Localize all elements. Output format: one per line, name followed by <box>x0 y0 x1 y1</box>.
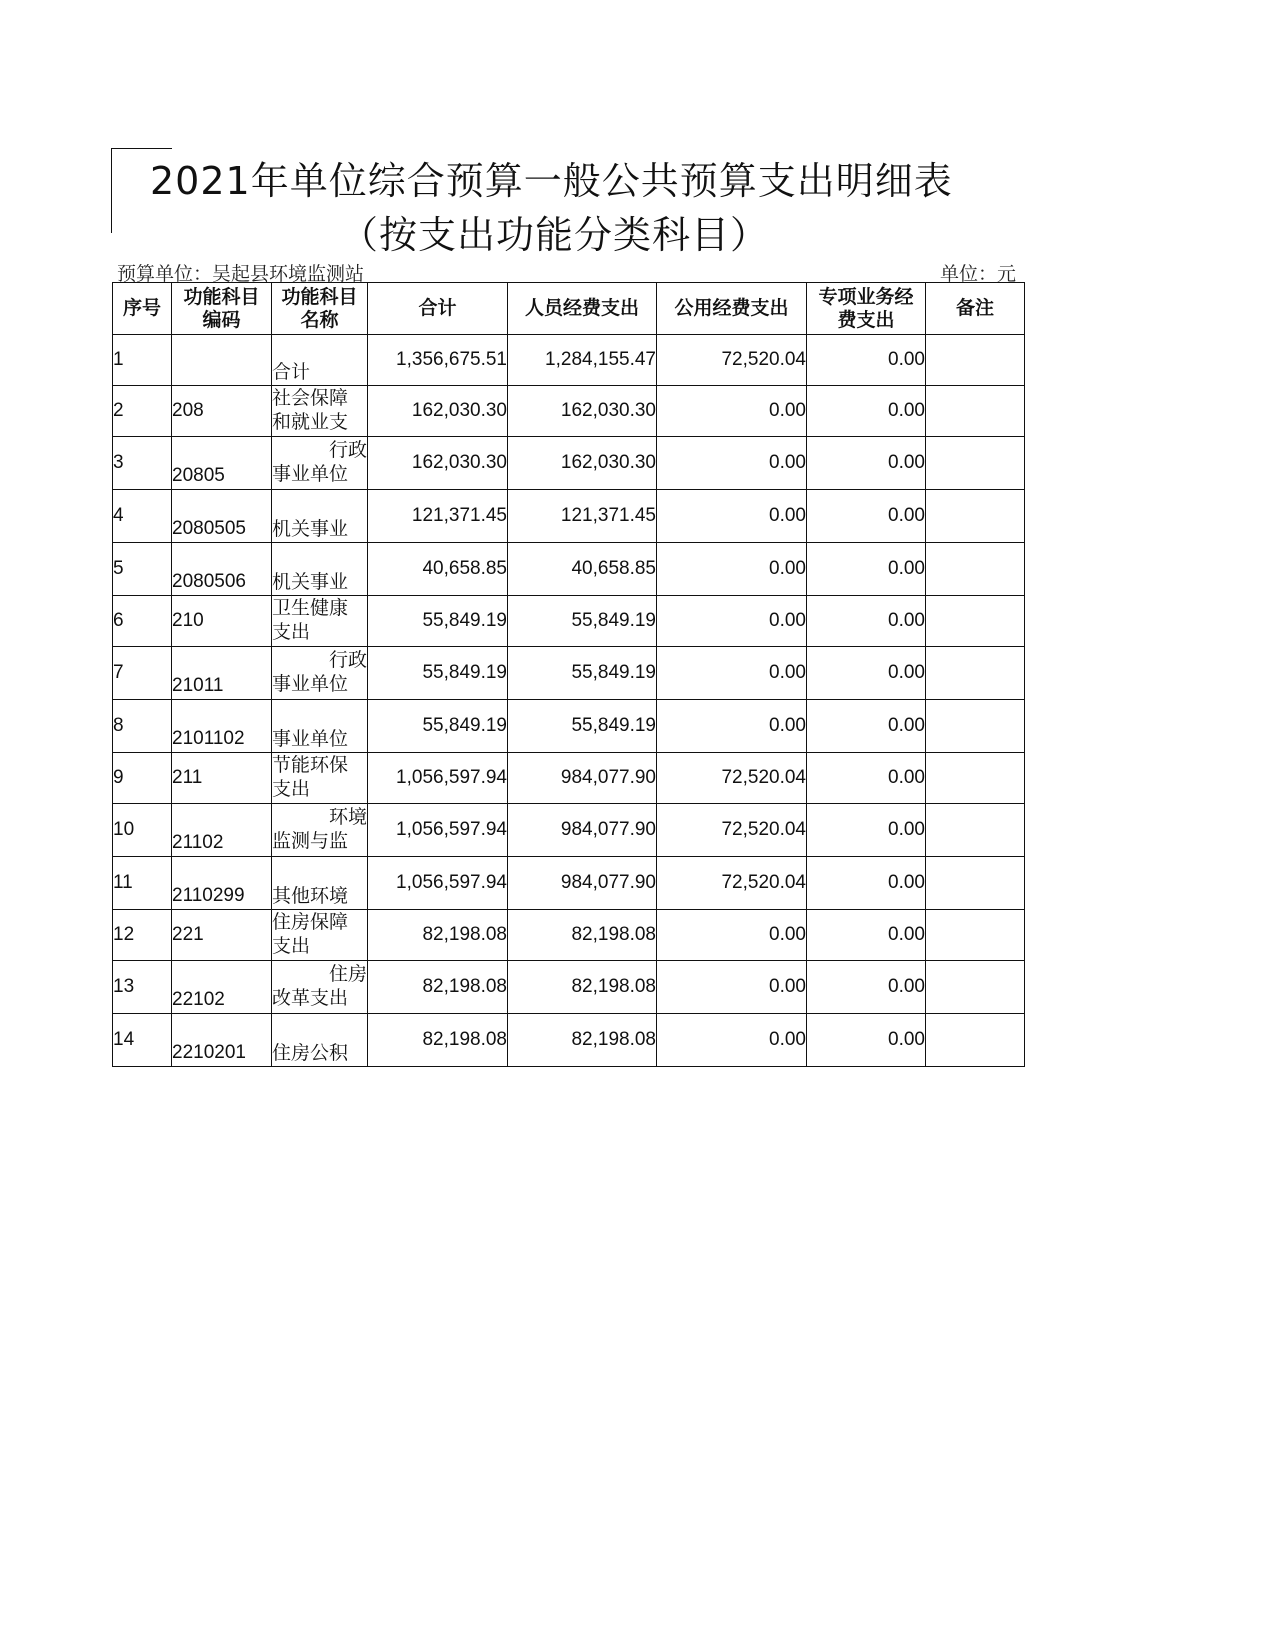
cell-special: 0.00 <box>807 543 926 596</box>
cell-code: 21011 <box>172 647 272 700</box>
cell-special: 0.00 <box>807 490 926 543</box>
cell-remark <box>926 753 1025 804</box>
cell-personnel: 162,030.30 <box>508 437 657 490</box>
cell-public: 0.00 <box>657 647 807 700</box>
cell-name: 环境 监测与监 <box>272 804 368 857</box>
cell-personnel: 82,198.08 <box>508 961 657 1014</box>
cell-total: 55,849.19 <box>368 700 508 753</box>
cell-total: 121,371.45 <box>368 490 508 543</box>
table-header-row <box>113 283 1025 335</box>
header-code: 功能科目 编码 <box>172 283 272 335</box>
cell-personnel: 40,658.85 <box>508 543 657 596</box>
cell-public: 72,520.04 <box>657 804 807 857</box>
cell-total: 162,030.30 <box>368 386 508 437</box>
cell-total: 162,030.30 <box>368 437 508 490</box>
header-total: 合计 <box>368 283 508 335</box>
cell-total: 1,356,675.51 <box>368 335 508 386</box>
cell-code: 2110299 <box>172 857 272 910</box>
cell-personnel: 162,030.30 <box>508 386 657 437</box>
cell-special: 0.00 <box>807 753 926 804</box>
cell-personnel: 55,849.19 <box>508 596 657 647</box>
cell-code: 2210201 <box>172 1014 272 1067</box>
cell-public: 0.00 <box>657 961 807 1014</box>
budget-unit-label: 预算单位：吴起县环境监测站 <box>117 263 365 285</box>
cell-remark <box>926 437 1025 490</box>
cell-personnel: 984,077.90 <box>508 857 657 910</box>
cell-code: 2101102 <box>172 700 272 753</box>
cell-special: 0.00 <box>807 1014 926 1067</box>
table-row <box>113 647 1025 700</box>
cell-total: 1,056,597.94 <box>368 753 508 804</box>
cell-personnel: 55,849.19 <box>508 700 657 753</box>
subtitle-clip <box>340 200 820 257</box>
cell-remark <box>926 596 1025 647</box>
cell-code: 210 <box>172 596 272 647</box>
cell-remark <box>926 335 1025 386</box>
cell-name: 事业单位 <box>272 700 368 753</box>
cell-public: 0.00 <box>657 386 807 437</box>
cell-total: 40,658.85 <box>368 543 508 596</box>
table-row <box>113 857 1025 910</box>
cell-total: 82,198.08 <box>368 1014 508 1067</box>
cell-name: 住房公积 <box>272 1014 368 1067</box>
cell-seq: 12 <box>113 910 172 961</box>
cell-code: 20805 <box>172 437 272 490</box>
cell-remark <box>926 857 1025 910</box>
table-row <box>113 437 1025 490</box>
cell-total: 82,198.08 <box>368 910 508 961</box>
cell-personnel: 82,198.08 <box>508 910 657 961</box>
header-remark: 备注 <box>926 283 1025 335</box>
table-row <box>113 1014 1025 1067</box>
cell-public: 72,520.04 <box>657 753 807 804</box>
header-personnel: 人员经费支出 <box>508 283 657 335</box>
header-public: 公用经费支出 <box>657 283 807 335</box>
cell-public: 0.00 <box>657 910 807 961</box>
cell-special: 0.00 <box>807 910 926 961</box>
cell-special: 0.00 <box>807 700 926 753</box>
table-row <box>113 335 1025 386</box>
cell-special: 0.00 <box>807 804 926 857</box>
table-row <box>113 961 1025 1014</box>
cell-name: 行政 事业单位 <box>272 647 368 700</box>
cell-personnel: 121,371.45 <box>508 490 657 543</box>
cell-public: 72,520.04 <box>657 335 807 386</box>
cell-code: 221 <box>172 910 272 961</box>
table-row <box>113 753 1025 804</box>
cell-code: 2080506 <box>172 543 272 596</box>
cell-public: 72,520.04 <box>657 857 807 910</box>
cell-name: 住房保障 支出 <box>272 910 368 961</box>
cell-name: 住房 改革支出 <box>272 961 368 1014</box>
table-row <box>113 804 1025 857</box>
cell-remark <box>926 961 1025 1014</box>
cell-code: 2080505 <box>172 490 272 543</box>
cell-seq: 4 <box>113 490 172 543</box>
cell-seq: 2 <box>113 386 172 437</box>
cell-public: 0.00 <box>657 1014 807 1067</box>
cell-remark <box>926 804 1025 857</box>
cell-total: 1,056,597.94 <box>368 804 508 857</box>
cell-public: 0.00 <box>657 700 807 753</box>
page-title: 2021年单位综合预算一般公共预算支出明细表 <box>150 159 953 203</box>
cell-name: 合计 <box>272 335 368 386</box>
cell-total: 55,849.19 <box>368 596 508 647</box>
cell-special: 0.00 <box>807 335 926 386</box>
cell-code: 208 <box>172 386 272 437</box>
cell-total: 55,849.19 <box>368 647 508 700</box>
cell-remark <box>926 490 1025 543</box>
cell-seq: 8 <box>113 700 172 753</box>
cell-name: 卫生健康 支出 <box>272 596 368 647</box>
cell-special: 0.00 <box>807 596 926 647</box>
cell-remark <box>926 386 1025 437</box>
cell-remark <box>926 647 1025 700</box>
cell-seq: 6 <box>113 596 172 647</box>
header-name: 功能科目 名称 <box>272 283 368 335</box>
header-seq: 序号 <box>113 283 172 335</box>
currency-unit-label: 单位：元 <box>940 263 1017 285</box>
cell-remark <box>926 1014 1025 1067</box>
table-row <box>113 910 1025 961</box>
cell-code: 21102 <box>172 804 272 857</box>
cell-code: 211 <box>172 753 272 804</box>
cell-personnel: 55,849.19 <box>508 647 657 700</box>
cell-public: 0.00 <box>657 490 807 543</box>
cell-seq: 7 <box>113 647 172 700</box>
cell-code: 22102 <box>172 961 272 1014</box>
header-special: 专项业务经 费支出 <box>807 283 926 335</box>
cell-seq: 5 <box>113 543 172 596</box>
table-row <box>113 543 1025 596</box>
cell-code <box>172 335 272 386</box>
cell-remark <box>926 700 1025 753</box>
cell-name: 机关事业 <box>272 543 368 596</box>
cell-total: 82,198.08 <box>368 961 508 1014</box>
table-row <box>113 700 1025 753</box>
cell-personnel: 1,284,155.47 <box>508 335 657 386</box>
cell-seq: 1 <box>113 335 172 386</box>
cell-seq: 3 <box>113 437 172 490</box>
cell-special: 0.00 <box>807 857 926 910</box>
page-subtitle: （按支出功能分类科目） <box>340 213 770 257</box>
table-row <box>113 490 1025 543</box>
cell-seq: 9 <box>113 753 172 804</box>
cell-public: 0.00 <box>657 437 807 490</box>
cell-name: 节能环保 支出 <box>272 753 368 804</box>
cell-seq: 10 <box>113 804 172 857</box>
table-row <box>113 596 1025 647</box>
budget-table <box>112 282 1025 1067</box>
cell-special: 0.00 <box>807 647 926 700</box>
cell-public: 0.00 <box>657 596 807 647</box>
cell-personnel: 82,198.08 <box>508 1014 657 1067</box>
cell-remark <box>926 910 1025 961</box>
cell-special: 0.00 <box>807 386 926 437</box>
cell-seq: 13 <box>113 961 172 1014</box>
cell-name: 社会保障 和就业支 <box>272 386 368 437</box>
cell-name: 其他环境 <box>272 857 368 910</box>
cell-name: 行政 事业单位 <box>272 437 368 490</box>
cell-remark <box>926 543 1025 596</box>
table-row <box>113 386 1025 437</box>
cell-name: 机关事业 <box>272 490 368 543</box>
cell-public: 0.00 <box>657 543 807 596</box>
cell-special: 0.00 <box>807 437 926 490</box>
cell-seq: 14 <box>113 1014 172 1067</box>
cell-total: 1,056,597.94 <box>368 857 508 910</box>
cell-personnel: 984,077.90 <box>508 753 657 804</box>
cell-seq: 11 <box>113 857 172 910</box>
cell-special: 0.00 <box>807 961 926 1014</box>
cell-personnel: 984,077.90 <box>508 804 657 857</box>
